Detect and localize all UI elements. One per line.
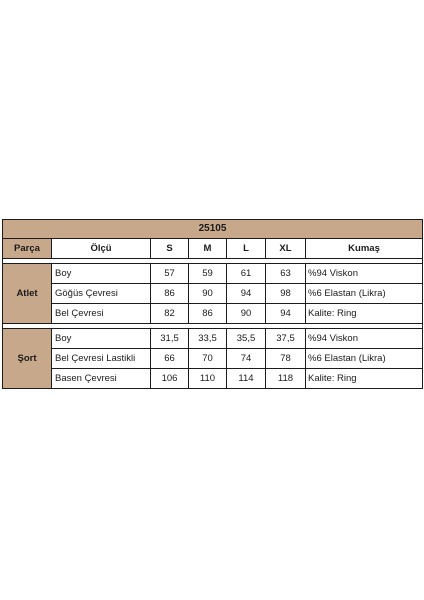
size-xl-cell: 37,5: [266, 329, 306, 349]
header-size-m: M: [189, 239, 227, 259]
size-m-cell: 33,5: [189, 329, 227, 349]
measure-cell: Boy: [52, 329, 151, 349]
table-row: [3, 369, 423, 389]
size-m-cell: 86: [189, 304, 227, 324]
measure-cell: Göğüs Çevresi: [52, 284, 151, 304]
size-xl-cell: 78: [266, 349, 306, 369]
size-l-cell: 94: [227, 284, 266, 304]
header-olcu: Ölçü: [52, 239, 151, 259]
size-xl-cell: 94: [266, 304, 306, 324]
size-s-cell: 66: [151, 349, 189, 369]
size-s-cell: 86: [151, 284, 189, 304]
size-s-cell: 106: [151, 369, 189, 389]
size-s-cell: 57: [151, 264, 189, 284]
size-l-cell: 35,5: [227, 329, 266, 349]
header-parca: Parça: [3, 239, 52, 259]
header-size-s: S: [151, 239, 189, 259]
table-row: [3, 284, 423, 304]
fabric-cell: %6 Elastan (Likra): [306, 349, 423, 369]
measure-cell: Bel Çevresi: [52, 304, 151, 324]
measure-cell: Boy: [52, 264, 151, 284]
size-m-cell: 70: [189, 349, 227, 369]
size-l-cell: 61: [227, 264, 266, 284]
part-label-sort: Şort: [3, 329, 52, 389]
measure-cell: Basen Çevresi: [52, 369, 151, 389]
fabric-cell: %94 Viskon: [306, 329, 423, 349]
size-s-cell: 31,5: [151, 329, 189, 349]
size-s-cell: 82: [151, 304, 189, 324]
header-size-xl: XL: [266, 239, 306, 259]
table-row: [3, 349, 423, 369]
fabric-cell: Kalite: Ring: [306, 369, 423, 389]
size-chart-table: [2, 219, 423, 389]
header-kumas: Kumaş: [306, 239, 423, 259]
size-m-cell: 90: [189, 284, 227, 304]
table-row: [3, 304, 423, 324]
measure-cell: Bel Çevresi Lastikli: [52, 349, 151, 369]
size-m-cell: 110: [189, 369, 227, 389]
title-row: [3, 220, 423, 239]
size-l-cell: 114: [227, 369, 266, 389]
table-row: [3, 329, 423, 349]
fabric-cell: %6 Elastan (Likra): [306, 284, 423, 304]
size-m-cell: 59: [189, 264, 227, 284]
fabric-cell: Kalite: Ring: [306, 304, 423, 324]
size-xl-cell: 63: [266, 264, 306, 284]
fabric-cell: %94 Viskon: [306, 264, 423, 284]
header-row: [3, 239, 423, 259]
table-title: 25105: [3, 220, 423, 239]
table-row: [3, 264, 423, 284]
size-l-cell: 74: [227, 349, 266, 369]
header-size-l: L: [227, 239, 266, 259]
size-l-cell: 90: [227, 304, 266, 324]
part-label-atlet: Atlet: [3, 264, 52, 324]
size-xl-cell: 118: [266, 369, 306, 389]
size-xl-cell: 98: [266, 284, 306, 304]
